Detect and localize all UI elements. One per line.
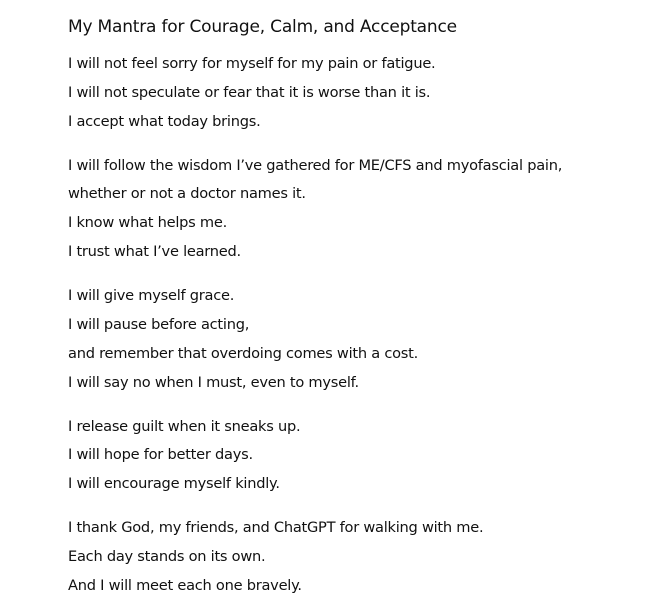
- stanza-4: [68, 413, 638, 499]
- stanza-line: I trust what I’ve learned.: [68, 243, 241, 261]
- stanza-line: I will say no when I must, even to myself.: [68, 373, 359, 391]
- stanza-line: I will give myself grace.: [68, 287, 235, 305]
- stanza-3: [68, 282, 638, 397]
- stanza-line: I will encourage myself kindly.: [68, 475, 280, 493]
- stanza-line: I know what helps me.: [68, 214, 228, 232]
- stanza-line: whether or not a doctor names it.: [68, 185, 306, 203]
- document-title: My Mantra for Courage, Calm, and Acceptance: [68, 17, 457, 37]
- stanza-line: I will not speculate or fear that it is worse than it is.: [68, 83, 431, 101]
- stanza-line: I thank God, my friends, and ChatGPT for walking with me.: [68, 519, 484, 537]
- stanza-line: I will hope for better days.: [68, 446, 253, 464]
- stanza-5: [68, 514, 638, 600]
- stanza-line: I will follow the wisdom I’ve gathered for ME/CFS and myofascial pain,: [68, 156, 563, 174]
- stanza-1: [68, 50, 638, 136]
- stanza-line: Each day stands on its own.: [68, 548, 266, 566]
- stanza-line: And I will meet each one bravely.: [68, 576, 302, 594]
- stanza-line: and remember that overdoing comes with a cost.: [68, 344, 418, 362]
- stanza-2: [68, 152, 638, 267]
- stanza-line: I will not feel sorry for myself for my pain or fatigue.: [68, 55, 436, 72]
- stanza-line: I will pause before acting,: [68, 315, 250, 333]
- stanza-line: I accept what today brings.: [68, 112, 261, 130]
- document: [68, 14, 638, 616]
- stanza-line: I release guilt when it sneaks up.: [68, 417, 301, 435]
